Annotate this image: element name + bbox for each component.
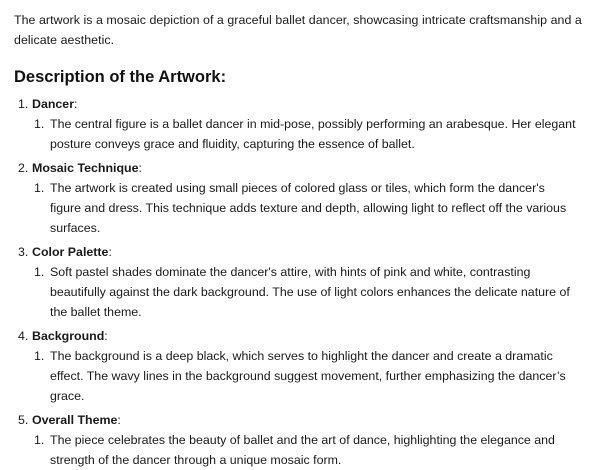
list-item-mosaic-technique [18,158,586,238]
list-item-term: Color Palette [32,245,109,259]
sub-item-number: 1. [34,349,45,363]
sub-list-item [32,262,586,322]
list-item-header [18,158,586,178]
list-item-term: Mosaic Technique [32,161,139,175]
section-heading: Description of the Artwork: [14,68,227,86]
list-item-header [18,94,586,114]
list-item-header [18,242,586,262]
list-item-number: 4. [18,329,29,343]
list-item-colon: : [104,329,108,343]
list-item-number: 2. [18,161,29,175]
sub-item-text: The background is a deep black, which serves to highlight the dancer and create a dramatic effect. The wavy lines in the background suggest movement, further emphasizing the dancer’s grace. [50,349,566,403]
sub-list-item [32,114,586,154]
sub-item-number: 1. [34,117,45,131]
list-item-colon: : [74,97,78,111]
list-item-background [18,326,586,406]
sub-item-text: The piece celebrates the beauty of ballet and the art of dance, highlighting the elegance and strength of the dancer through a unique mosaic form. [50,433,555,467]
sub-item-number: 1. [34,433,45,447]
list-item-number: 3. [18,245,29,259]
list-item-dancer [18,94,586,154]
intro-paragraph: The artwork is a mosaic depiction of a graceful ballet dancer, showcasing intricate craftsmanship and a delicate aesthetic. [14,13,582,47]
list-item-number: 1. [18,97,29,111]
list-item-overall-theme [18,410,586,470]
list-item-number: 5. [18,413,29,427]
list-item-colon: : [108,245,112,259]
description-list [14,94,586,470]
list-item-color-palette [18,242,586,322]
sub-list-item [32,178,586,238]
sub-item-number: 1. [34,265,45,279]
sub-item-text: The central figure is a ballet dancer in mid-pose, possibly performing an arabesque. Her elegant posture conveys grace and fluidity, capturing the essence of ballet. [50,117,576,151]
list-item-colon: : [138,161,142,175]
sub-item-text: Soft pastel shades dominate the dancer's attire, with hints of pink and white, contrasting beautifully against the dark background. The use of light colors enhances the delicate nature of the ballet theme. [50,265,570,319]
list-item-header [18,326,586,346]
list-item-term: Overall Theme [32,413,118,427]
sub-list-item [32,346,586,406]
sub-item-number: 1. [34,181,45,195]
list-item-colon: : [117,413,121,427]
sub-item-text: The artwork is created using small pieces of colored glass or tiles, which form the dancer's figure and dress. This technique adds texture and depth, allowing light to reflect off the various surfaces. [50,181,567,235]
list-item-term: Background [32,329,105,343]
list-item-term: Dancer [32,97,75,111]
sub-list-item [32,430,586,470]
list-item-header [18,410,586,430]
